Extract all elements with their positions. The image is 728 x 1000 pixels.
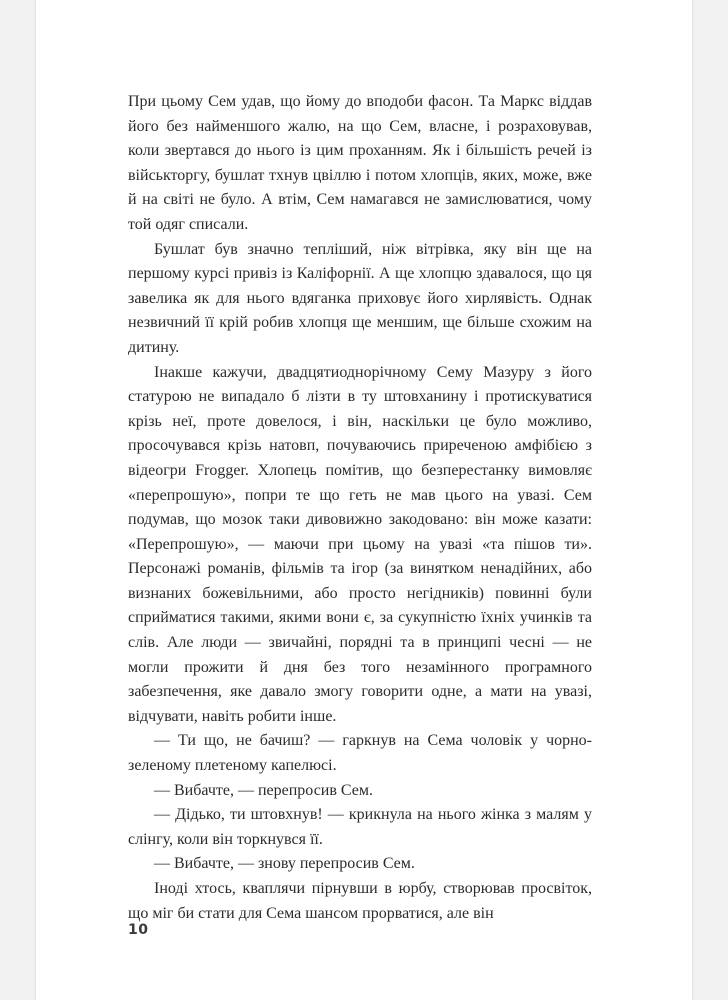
paragraph: Інакше кажучи, двадцятиоднорічному Сему Мазуру з його статурою не випадало б лізти в ту штовханину і протискуватися крізь неї, проте довелося, і він, наскільки це було можливо, просочувався крізь натовп, почуваючись приреченою амфібією з відеогри Frogger. Хлопець помітив, що безперестанку вимовляє «перепрошую», попри те що геть не мав цього на увазі. Сем подумав, що мозок таки дивовижно закодовано: він може казати: «Перепрошую», — маючи при цьому на увазі «та пішов ти». Персонажі романів, фільмів та ігор (за винятком ненадійних, або визнаних божевільними, або просто негідників) повинні були сприйматися такими, якими вони є, за сукупністю їхніх учинків та слів. Але люди — звичайні, порядні та в принципі чесні — не могли прожити й дня без того незамінного програмного забезпечення, яке давало змогу говорити одне, а мати на увазі, відчувати, навіть робити інше. [128,363,592,725]
paragraph: При цьому Сем удав, що йому до вподоби фасон. Та Маркс віддав його без найменшого жалю, на що Сем, власне, і розраховував, коли звертався до нього із цим проханням. Як і більшість речей із військторгу, бушлат тхнув цвіллю і потом хлопців, яких, може, вже й на світі не було. А втім, Сем намагався не замислюватися, чому той одяг списали. [128,93,592,233]
dialogue-paragraph: — Ти що, не бачиш? — гаркнув на Сема чоловік у чорно-зеленому плетеному капелюсі. [128,732,592,775]
body-text [128,90,592,926]
dialogue-paragraph: — Дідько, ти штовхнув! — крикнула на нього жінка з малям у слінгу, коли він торкнувся її. [128,806,592,848]
page-number: 10 [128,922,149,938]
book-page [36,0,692,1000]
paragraph: Іноді хтось, кваплячи пірнувши в юрбу, створював просвіток, що міг би стати для Сема шансом прорватися, але він [128,880,592,922]
paragraph: Бушлат був значно тепліший, ніж вітрівка, яку він ще на першому курсі привіз із Каліфорнії. А ще хлопцю здавалося, що ця завелика як для нього вдяганка приховує його хирлявість. Однак незвичний її крій робив хлопця ще меншим, ще більше схожим на дитину. [128,240,592,356]
dialogue-paragraph: — Вибачте, — знову перепросив Сем. [154,855,415,873]
dialogue-paragraph: — Вибачте, — перепросив Сем. [154,781,374,799]
